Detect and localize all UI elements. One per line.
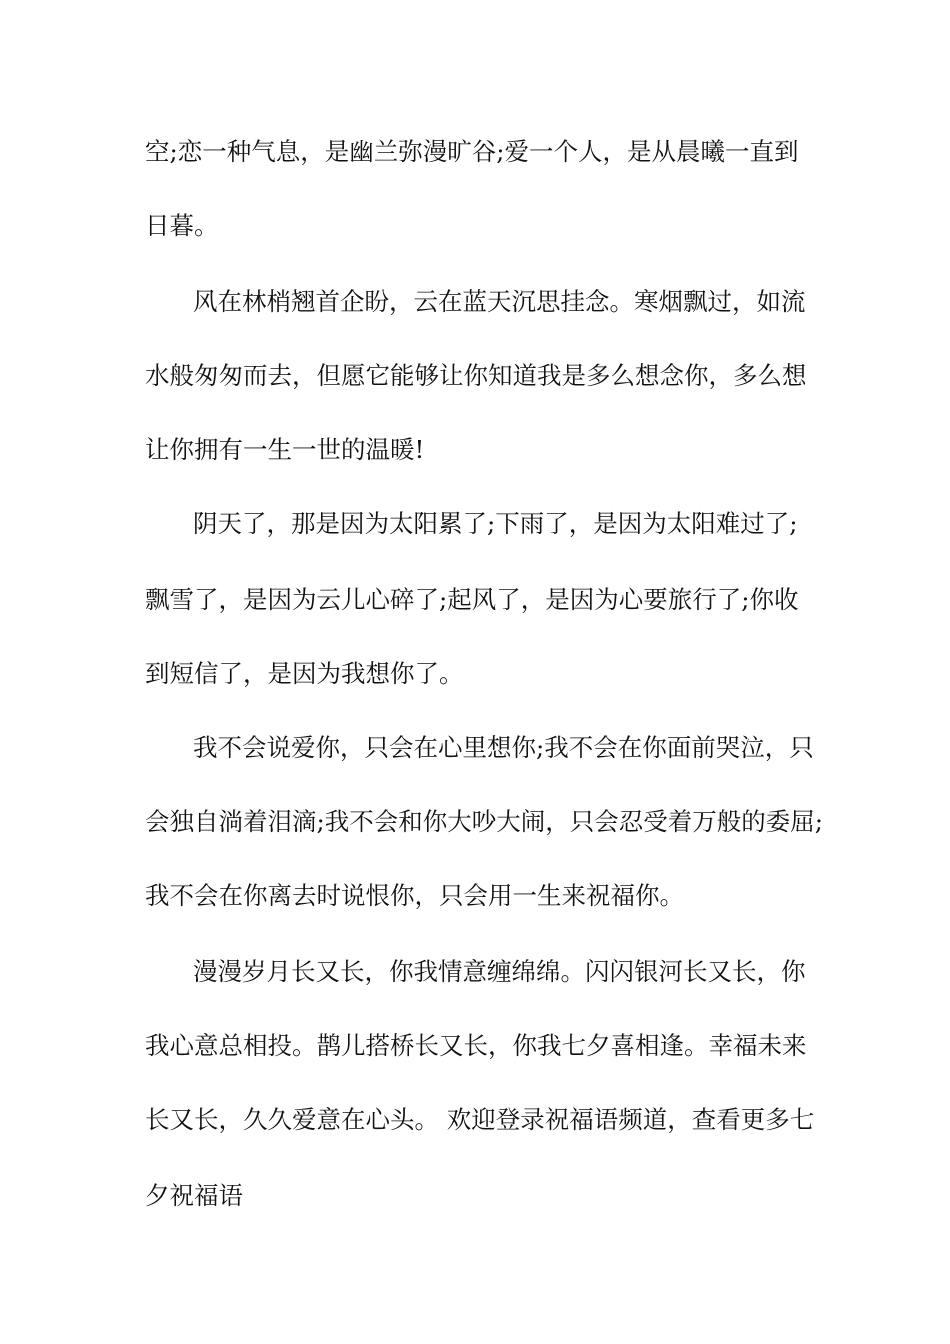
text-line: 夕祝福语 [145,1181,243,1210]
paragraph-start-line: 阴天了，那是因为太阳累了;下雨了，是因为太阳难过了; [193,509,798,538]
text-line: 日暮。 [145,211,219,240]
text-line: 会独自淌着泪滴;我不会和你大吵大闹，只会忍受着万般的委屈; [145,807,824,836]
text-line: 长又长，久久爱意在心头。 欢迎登录祝福语频道，查看更多七 [145,1105,815,1134]
text-line: 水般匆匆而去，但愿它能够让你知道我是多么想念你，多么想 [145,361,807,390]
text-line: 飘雪了，是因为云儿心碎了;起风了，是因为心要旅行了;你收 [145,585,799,614]
text-line: 让你拥有一生一世的温暖! [145,435,425,464]
text-line: 我不会在你离去时说恨你，只会用一生来祝福你。 [145,881,684,910]
paragraph-start-line: 漫漫岁月长又长，你我情意缠绵绵。闪闪银河长又长，你 [193,957,806,986]
text-line: 我心意总相投。鹊儿搭桥长又长，你我七夕喜相逢。幸福未来 [145,1031,807,1060]
paragraph-start-line: 我不会说爱你，只会在心里想你;我不会在你面前哭泣，只 [193,733,814,762]
text-line: 空;恋一种气息，是幽兰弥漫旷谷;爱一个人，是从晨曦一直到 [145,137,799,166]
text-line: 到短信了，是因为我想你了。 [145,659,464,688]
paragraph-start-line: 风在林梢翘首企盼，云在蓝天沉思挂念。寒烟飘过，如流 [193,287,806,316]
